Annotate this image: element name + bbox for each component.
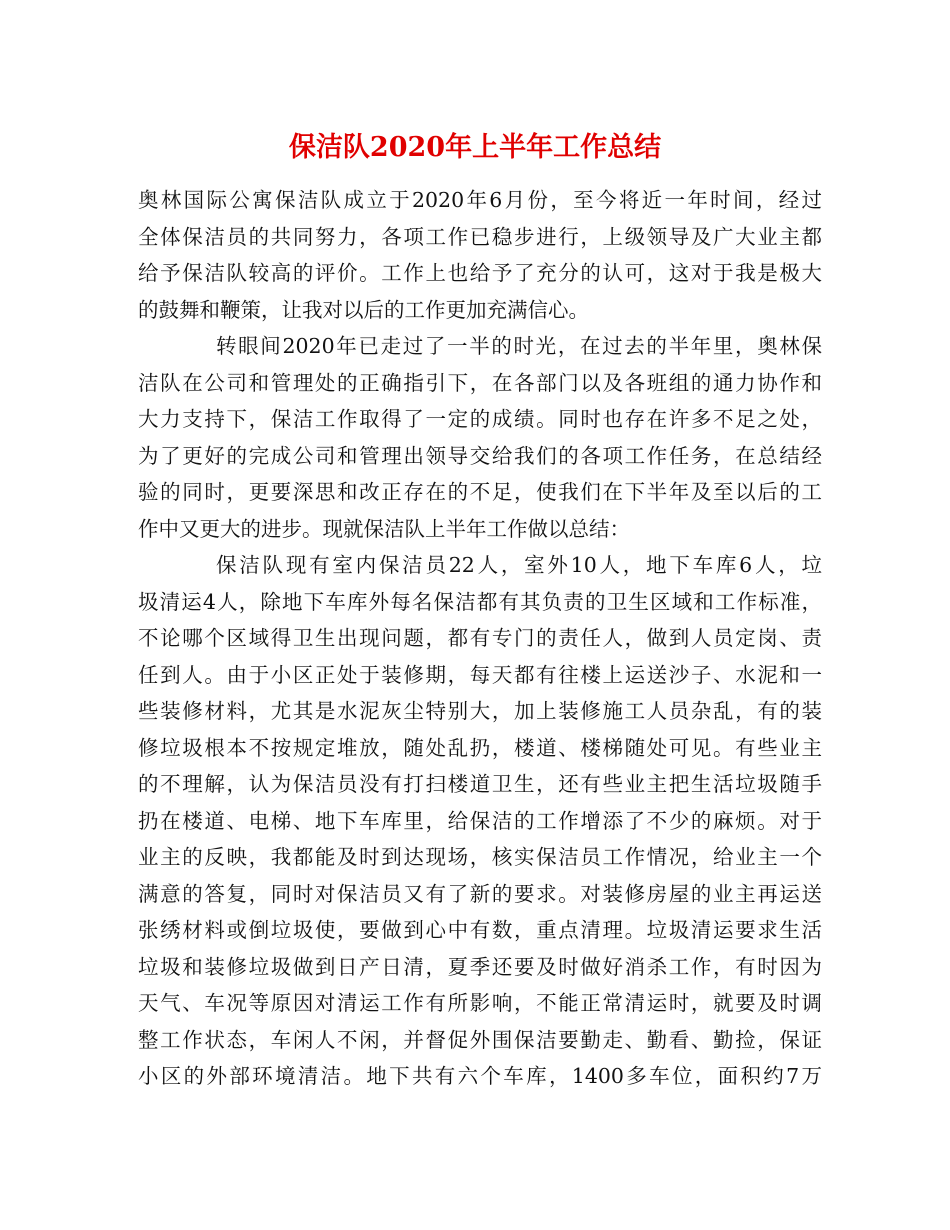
body-line: 小区的外部环境清洁。地下共有六个车库，1400多车位，面积约7万 bbox=[138, 1064, 822, 1088]
body-line: 业主的反映，我都能及时到达现场，核实保洁员工作情况，给业主一个 bbox=[138, 845, 822, 869]
body-line: 给予保洁队较高的评价。工作上也给予了充分的认可，这对于我是极大 bbox=[138, 261, 822, 285]
body-line: 洁队在公司和管理处的正确指引下，在各部门以及各班组的通力协作和 bbox=[138, 370, 822, 395]
body-line: 转眼间2020年已走过了一半的时光，在过去的半年里，奥林保 bbox=[216, 334, 822, 358]
body-line: 修垃圾根本不按规定堆放，随处乱扔，楼道、楼梯随处可见。有些业主 bbox=[138, 735, 822, 760]
body-line: 天气、车况等原因对清运工作有所影响，不能正常清运时，就要及时调 bbox=[138, 991, 822, 1015]
body-line: 验的同时，更要深思和改正存在的不足，使我们在下半年及至以后的工 bbox=[138, 480, 822, 504]
body-line: 满意的答复，同时对保洁员又有了新的要求。对装修房屋的业主再运送 bbox=[138, 881, 822, 906]
body-line: 的鼓舞和鞭策，让我对以后的工作更加充满信心。 bbox=[138, 297, 589, 322]
body-line: 大力支持下，保洁工作取得了一定的成绩。同时也存在许多不足之处， bbox=[138, 407, 822, 431]
body-line: 任到人。由于小区正处于装修期，每天都有往楼上运送沙子、水泥和一 bbox=[138, 662, 822, 687]
document-body bbox=[138, 182, 822, 1095]
document-title: 保洁队2020年上半年工作总结 bbox=[288, 132, 662, 163]
body-line: 作中又更大的进步。现就保洁队上半年工作做以总结： bbox=[138, 516, 630, 541]
body-line: 的不理解，认为保洁员没有打扫楼道卫生，还有些业主把生活垃圾随手 bbox=[138, 772, 822, 796]
body-line: 不论哪个区域得卫生出现问题，都有专门的责任人，做到人员定岗、责 bbox=[138, 626, 822, 650]
body-line: 扔在楼道、电梯、地下车库里，给保洁的工作增添了不少的麻烦。对于 bbox=[138, 808, 822, 833]
body-line: 圾清运4人，除地下车库外每名保洁都有其负责的卫生区域和工作标准， bbox=[138, 589, 822, 614]
body-line: 张绣材料或倒垃圾使，要做到心中有数，重点清理。垃圾清运要求生活 bbox=[138, 918, 822, 942]
body-line: 为了更好的完成公司和管理出领导交给我们的各项工作任务，在总结经 bbox=[138, 443, 822, 468]
body-line: 全体保洁员的共同努力，各项工作已稳步进行，上级领导及广大业主都 bbox=[138, 224, 822, 249]
body-line: 奥林国际公寓保洁队成立于2020年6月份，至今将近一年时间，经过 bbox=[138, 188, 822, 212]
body-line: 垃圾和装修垃圾做到日产日清，夏季还要及时做好消杀工作，有时因为 bbox=[138, 954, 822, 979]
body-line: 整工作状态，车闲人不闲，并督促外围保洁要勤走、勤看、勤捡，保证 bbox=[138, 1027, 822, 1052]
body-line: 些装修材料，尤其是水泥灰尘特别大，加上装修施工人员杂乱，有的装 bbox=[138, 699, 822, 723]
body-line: 保洁队现有室内保洁员22人，室外10人，地下车库6人，垃 bbox=[216, 553, 822, 577]
